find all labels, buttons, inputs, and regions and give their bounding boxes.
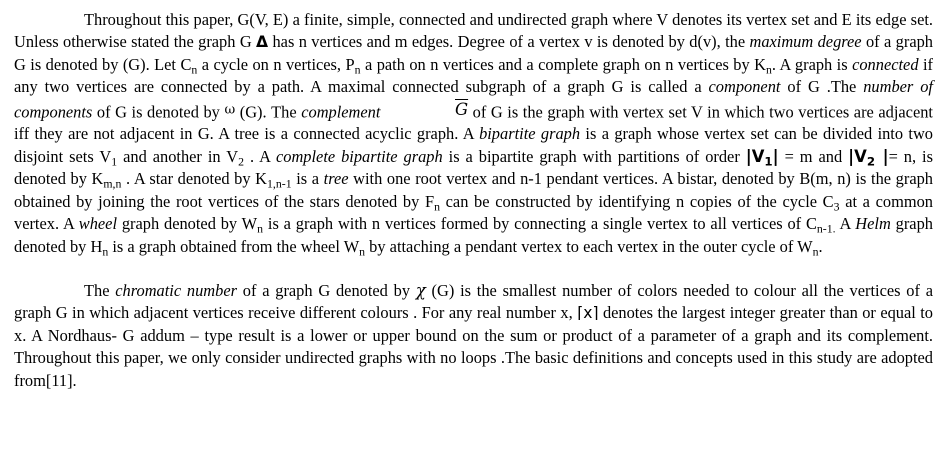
term-chromatic-number: chromatic number xyxy=(115,280,237,300)
subscript: n xyxy=(354,62,361,77)
subscript: n xyxy=(765,62,772,77)
text-run: is a graph with n vertices formed by connecting a single vertex to all vertices of C xyxy=(263,214,817,234)
text-run: a cycle on n vertices, P xyxy=(197,54,355,74)
text-run: graph denoted by W xyxy=(117,214,258,234)
term-maximum-degree: maximum degree xyxy=(749,32,862,52)
text-run: of G is denoted by xyxy=(92,102,225,122)
term-wheel: wheel xyxy=(78,214,117,234)
omega-symbol: ω xyxy=(224,102,236,118)
text-run: . xyxy=(818,236,823,256)
text-run: Throughout this paper, G(V, E) a finite, simple, connected and undirected graph where V denotes its vertex set and E its edge set. Unless otherwise stated the graph G xyxy=(14,10,933,52)
text-run: can be constructed by identifying n copies of the cycle C xyxy=(439,191,834,211)
chi-symbol: χ xyxy=(415,280,426,300)
text-run: . A xyxy=(243,146,276,166)
subscript: 1 xyxy=(111,154,118,169)
term-component: component xyxy=(708,77,781,97)
cardinality-v1: |V xyxy=(745,146,765,166)
text-run: is a graph obtained from the wheel W xyxy=(108,236,360,256)
text-run: = n, is denoted by K xyxy=(14,146,933,189)
text-run: = m and xyxy=(778,146,849,166)
subscript: n xyxy=(812,244,819,259)
text-run: by attaching a pendant vertex to each vertex in the outer cycle of W xyxy=(365,236,813,256)
text-run: has n vertices and m edges. Degree of a vertex v is denoted by d(v), the xyxy=(268,32,750,52)
subscript: n-1. xyxy=(816,221,836,236)
text-run: graph denoted by H xyxy=(14,214,933,256)
paragraph-chromatic-number xyxy=(14,280,933,392)
subscript: m,n xyxy=(103,176,122,191)
subscript: 2 xyxy=(238,154,244,169)
text-run: of a graph G is denoted by (G). Let C xyxy=(14,32,933,74)
text-run: if any two vertices are connected by a path. A maximal connected subgraph of a graph G is called a xyxy=(14,54,933,97)
term-complement: complement xyxy=(301,102,381,122)
text-run: of a graph G denoted by xyxy=(236,280,416,300)
term-bipartite-graph: bipartite graph xyxy=(479,124,581,144)
text-run: denotes the largest integer greater than or equal to x. A Nordhaus- G addum – type result is a lower or upper bound on the sum or product of a parameter of a graph and its complement. Throughout this paper, we only consider undirected graphs with no loops .The basic definitions and concepts used in this study are adopted from[11]. xyxy=(14,303,933,390)
text-run: a path on n vertices and a complete graph on n vertices by K xyxy=(360,54,766,74)
cardinality-bar: | xyxy=(772,146,779,166)
term-number-of-components: number of components xyxy=(14,77,933,122)
subscript: 1 xyxy=(764,154,773,169)
text-run: with one root vertex and n-1 pendant vertices. A bistar, denoted by B(m, n) is the graph obtained by joining the root vertices of the stars denoted by F xyxy=(14,169,933,211)
term-connected: connected xyxy=(852,54,919,74)
paragraph-definitions xyxy=(14,9,933,258)
subscript: n xyxy=(191,62,198,77)
term-tree: tree xyxy=(323,169,349,189)
text-run: and another in V xyxy=(117,146,239,166)
cardinality-bar: | xyxy=(875,146,889,166)
text-run: (G) is the smallest number of colors needed to colour all the vertices of a graph G in which adjacent vertices receive different colours . For any real number x, xyxy=(14,280,933,323)
subscript: n xyxy=(359,244,366,259)
subscript: 2 xyxy=(866,154,876,169)
subscript: n xyxy=(257,221,264,236)
ceiling-symbol: ⌈x⌉ xyxy=(577,304,599,323)
text-run: . A graph is xyxy=(771,54,853,74)
text-run: of G .The xyxy=(780,77,864,97)
term-helm: Helm xyxy=(855,214,891,234)
text-run: . A star denoted by K xyxy=(121,169,268,189)
text-run: is a graph whose vertex set can be divided into two disjoint sets V xyxy=(14,124,934,166)
text-run: is a xyxy=(291,169,324,189)
text-run: at a common vertex. A xyxy=(14,191,933,234)
subscript: 3 xyxy=(833,199,840,214)
subscript: n xyxy=(102,244,109,259)
text-run: (G). The xyxy=(235,102,302,122)
complement-g-symbol: $\overline{G}$ xyxy=(455,99,469,119)
subscript: n xyxy=(434,199,440,214)
subscript: 1,n-1 xyxy=(267,176,292,191)
cardinality-v2: |V xyxy=(848,146,867,166)
delta-symbol: Δ xyxy=(256,33,269,52)
text-run: A xyxy=(835,214,856,234)
text-run: The xyxy=(84,280,116,300)
term-complete-bipartite-graph: complete bipartite graph xyxy=(275,146,443,166)
text-run: is a bipartite graph with partitions of order xyxy=(442,146,746,166)
text-run: of G is the graph with vertex set V in which two vertices are adjacent iff they are not adjacent in G. A tree is a connected acyclic graph. A xyxy=(14,102,933,144)
